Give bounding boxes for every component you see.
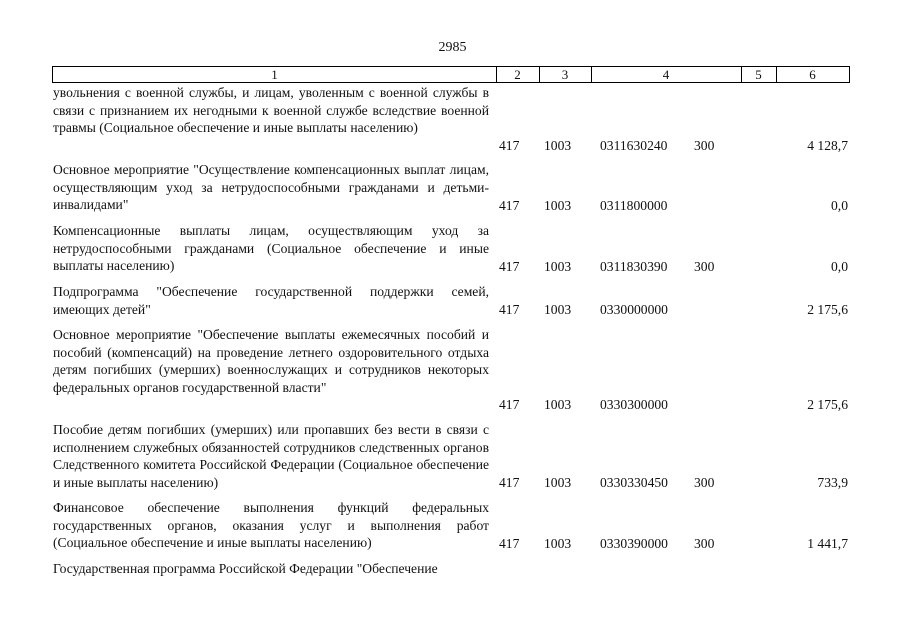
table-row xyxy=(0,560,905,578)
row-expense-type: 300 xyxy=(694,474,715,490)
row-description: Государственная программа Российской Федерации "Обеспечение xyxy=(53,561,438,576)
row-admin: 417 xyxy=(499,137,520,153)
row-sum: 2 175,6 xyxy=(807,301,848,317)
header-col-5: 5 xyxy=(741,67,777,82)
row-admin: 417 xyxy=(499,258,520,274)
row-admin: 417 xyxy=(499,301,520,317)
row-description: Финансовое обеспечение выполнения функций федеральных государственных органов, оказания услуг и выполнения работ (Социальное обеспечение и иные выплаты населению) xyxy=(53,500,489,550)
header-col-4: 4 xyxy=(591,67,742,82)
row-code: 0330000000 xyxy=(600,301,668,317)
table-row xyxy=(0,421,905,491)
row-description: Пособие детям погибших (умерших) или пропавших без вести в связи с исполнением служебных обязанностей сотрудников следственных органов Следственного комитета Российской Федерации (Социальное обеспечение и иные выплаты населению) xyxy=(53,422,489,490)
table-row xyxy=(0,326,905,413)
table-row xyxy=(0,161,905,214)
row-code: 0330300000 xyxy=(600,396,668,412)
row-section: 1003 xyxy=(544,535,572,551)
row-admin: 417 xyxy=(499,535,520,551)
table-row xyxy=(0,84,905,154)
row-sum: 0,0 xyxy=(831,197,848,213)
row-code: 0311630240 xyxy=(600,137,668,153)
row-section: 1003 xyxy=(544,197,572,213)
row-sum: 733,9 xyxy=(817,474,848,490)
row-section: 1003 xyxy=(544,301,572,317)
row-admin: 417 xyxy=(499,197,520,213)
table-row xyxy=(0,499,905,552)
row-sum: 2 175,6 xyxy=(807,396,848,412)
row-code: 0330390000 xyxy=(600,535,668,551)
row-sum: 1 441,7 xyxy=(807,535,848,551)
row-description: Подпрограмма "Обеспечение государственной поддержки семей, имеющих детей" xyxy=(53,284,489,317)
page-number: 2985 xyxy=(438,40,467,55)
header-col-2: 2 xyxy=(496,67,540,82)
row-section: 1003 xyxy=(544,474,572,490)
row-expense-type: 300 xyxy=(694,258,715,274)
table-row xyxy=(0,283,905,318)
row-section: 1003 xyxy=(544,258,572,274)
row-admin: 417 xyxy=(499,396,520,412)
header-col-3: 3 xyxy=(539,67,592,82)
table-header xyxy=(52,66,850,83)
row-sum: 0,0 xyxy=(831,258,848,274)
header-col-6: 6 xyxy=(809,67,816,82)
header-col-1: 1 xyxy=(53,67,497,82)
row-description: Компенсационные выплаты лицам, осуществляющим уход за нетрудоспособными гражданами (Социальное обеспечение и иные выплаты населению) xyxy=(53,223,489,273)
row-admin: 417 xyxy=(499,474,520,490)
row-expense-type: 300 xyxy=(694,535,715,551)
row-section: 1003 xyxy=(544,137,572,153)
row-description: Основное мероприятие "Осуществление компенсационных выплат лицам, осуществляющим уход за нетрудоспособными гражданами и детьми-инвалидами" xyxy=(53,162,489,212)
row-code: 0330330450 xyxy=(600,474,668,490)
row-code: 0311830390 xyxy=(600,258,668,274)
table-row xyxy=(0,222,905,275)
row-description: Основное мероприятие "Обеспечение выплаты ежемесячных пособий и пособий (компенсаций) на проведение летнего оздоровительного отдыха детям погибших (умерших) военнослужащих и сотрудников некоторых федеральных органов государственной власти" xyxy=(53,327,489,395)
row-code: 0311800000 xyxy=(600,197,668,213)
row-description: увольнения с военной службы, и лицам, уволенным с военной службы в связи с признанием их негодными к военной службе вследствие военной травмы (Социальное обеспечение и иные выплаты населению) xyxy=(53,85,489,135)
row-expense-type: 300 xyxy=(694,137,715,153)
row-section: 1003 xyxy=(544,396,572,412)
row-sum: 4 128,7 xyxy=(807,137,848,153)
